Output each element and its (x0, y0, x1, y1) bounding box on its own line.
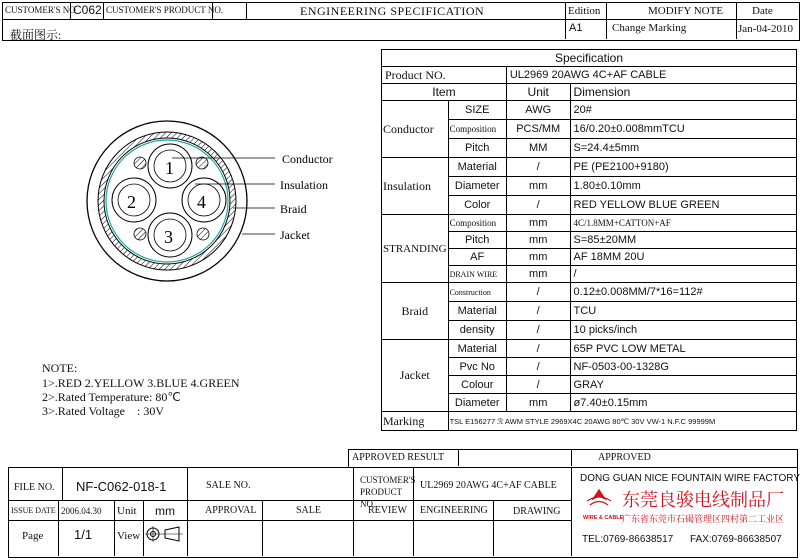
document-title: ENGINEERING SPECIFICATION (300, 4, 485, 18)
row-unit: mm (506, 177, 570, 196)
projection-symbol-icon (145, 524, 185, 544)
row-unit: PCS/MM (506, 120, 570, 139)
row-unit: / (506, 302, 570, 321)
row-item: Diameter (448, 177, 506, 196)
view-label: View (117, 530, 141, 542)
head-item: Item (382, 84, 507, 101)
row-dim: TCU (570, 302, 796, 321)
modify-note-value: Change Marking (612, 22, 687, 34)
label-conductor: Conductor (282, 152, 333, 166)
row-item: Composition (448, 120, 506, 139)
row-dim: 4C/1.8MM+CATTON+AF (570, 215, 796, 232)
row-item: density (448, 321, 506, 340)
core-number-1: 1 (165, 158, 174, 178)
issue-date-label: ISSUE DATE (11, 506, 56, 515)
sale-label: SALE (296, 505, 321, 516)
row-item: Material (448, 302, 506, 321)
specification-table (381, 49, 797, 431)
row-unit: / (506, 321, 570, 340)
product-no-value: UL2969 20AWG 4C+AF CABLE (506, 67, 796, 84)
row-dim: 1.80±0.10mm (570, 177, 796, 196)
row-item: Construction (448, 283, 506, 302)
customers-product-no-footer-value: UL2969 20AWG 4C+AF CABLE (420, 480, 557, 491)
note-line-1: 1>.RED 2.YELLOW 3.BLUE 4.GREEN (42, 376, 240, 390)
date-value: Jan-04-2010 (738, 23, 793, 35)
customers-no-label: CUSTOMER'S NO (5, 5, 76, 15)
sale-no-label: SALE NO. (206, 480, 251, 491)
approved-label: APPROVED (598, 452, 651, 463)
marking-value: TSL E156277 ℛ AWM STYLE 2969X4C 20AWG 80℃ 30V VW-1 N.F.C 99999M (448, 412, 796, 431)
head-unit: Unit (506, 84, 570, 101)
group-marking: Marking (382, 412, 449, 431)
row-dim: / (570, 266, 796, 283)
row-dim: S=24.4±5mm (570, 139, 796, 158)
customers-no-value: C062 (73, 3, 102, 17)
row-dim: 65P PVC LOW METAL (570, 340, 796, 358)
unit-label: Unit (117, 505, 137, 517)
row-dim: RED YELLOW BLUE GREEN (570, 196, 796, 215)
row-item: Material (448, 340, 506, 358)
notes-title: NOTE: (42, 361, 78, 375)
row-item: Material (448, 158, 506, 177)
row-item: Color (448, 196, 506, 215)
row-item: Pvc No (448, 358, 506, 376)
company-logo (581, 487, 617, 517)
row-dim: 20# (570, 101, 796, 120)
group-jacket: Jacket (382, 340, 449, 412)
row-unit: AWG (506, 101, 570, 120)
row-unit: mm (506, 232, 570, 249)
row-item: Pitch (448, 232, 506, 249)
company-name-cn: 东莞良骏电线制品厂 (622, 490, 784, 511)
note-line-2: 2>.Rated Temperature: 80℃ (42, 390, 181, 404)
row-dim: NF-0503-00-1328G (570, 358, 796, 376)
row-unit: mm (506, 249, 570, 266)
company-name-en: DONG GUAN NICE FOUNTAIN WIRE FACTORY (580, 473, 800, 484)
row-unit: MM (506, 139, 570, 158)
edition-value: A1 (569, 22, 583, 34)
row-dim: ø7.40±0.15mm (570, 394, 796, 412)
row-unit: / (506, 158, 570, 177)
date-label: Date (752, 5, 773, 17)
row-unit: mm (506, 215, 570, 232)
row-unit: / (506, 283, 570, 302)
row-dim: 0.12±0.008MM/7*16=112# (570, 283, 796, 302)
group-conductor: Conductor (382, 101, 449, 158)
cable-cross-section (0, 100, 380, 320)
drawing-label: DRAWING (513, 506, 561, 517)
section-label: 截面图示: (10, 28, 62, 42)
row-dim: 10 picks/inch (570, 321, 796, 340)
modify-note-label: MODIFY NOTE (648, 5, 724, 17)
row-unit: / (506, 196, 570, 215)
row-item: Composition (448, 215, 506, 232)
page-value: 1/1 (74, 527, 93, 542)
core-number-4: 4 (197, 192, 206, 212)
product-no-label: Product NO. (382, 67, 507, 84)
row-item: Colour (448, 376, 506, 394)
approved-result-label: APPROVED RESULT (352, 452, 445, 463)
label-jacket: Jacket (280, 228, 310, 242)
row-item: Pitch (448, 139, 506, 158)
note-line-3: 3>.Rated Voltage : 30V (42, 404, 164, 418)
unit-value: mm (155, 504, 175, 518)
head-dimension: Dimension (570, 84, 796, 101)
core-number-3: 3 (164, 227, 173, 247)
row-dim: GRAY (570, 376, 796, 394)
row-item: Diameter (448, 394, 506, 412)
label-insulation: Insulation (280, 178, 328, 192)
row-unit: / (506, 376, 570, 394)
group-braid: Braid (382, 283, 449, 340)
customers-product-no-label: CUSTOMER'S PRODUCT NO. (106, 5, 224, 15)
spec-title: Specification (382, 50, 797, 67)
company-address-cn: 广东省东莞市石碣管理区四村第二工业区 (622, 515, 785, 525)
page-label: Page (22, 530, 44, 542)
group-insulation: Insulation (382, 158, 449, 215)
engineering-label: ENGINEERING (420, 505, 488, 516)
row-item: DRAIN WIRE (448, 266, 506, 283)
approval-label: APPROVAL (205, 505, 257, 516)
logo-text: WIRE & CABLE (583, 515, 624, 521)
issue-date-value: 2006.04.30 (61, 506, 102, 516)
row-unit: / (506, 358, 570, 376)
row-dim: PE (PE2100+9180) (570, 158, 796, 177)
edition-label: Edition (568, 5, 601, 17)
row-dim: 16/0.20±0.008mmTCU (570, 120, 796, 139)
customers-product-no-footer-label: CUSTOMER'S PRODUCT NO. (360, 475, 416, 509)
row-dim: AF 18MM 20U (570, 249, 796, 266)
row-dim: S=85±20MM (570, 232, 796, 249)
file-no-label: FILE NO. (14, 482, 55, 493)
row-unit: mm (506, 266, 570, 283)
company-tel: TEL:0769-86638517 (582, 534, 674, 545)
row-item: SIZE (448, 101, 506, 120)
core-number-2: 2 (127, 192, 136, 212)
row-unit: / (506, 340, 570, 358)
company-fax: FAX:0769-86638507 (690, 534, 782, 545)
label-braid: Braid (280, 202, 307, 216)
row-unit: mm (506, 394, 570, 412)
row-item: AF (448, 249, 506, 266)
group-stranding: STRANDING (382, 215, 449, 283)
file-no-value: NF-C062-018-1 (76, 479, 167, 494)
review-label: REVIEW (368, 505, 407, 516)
